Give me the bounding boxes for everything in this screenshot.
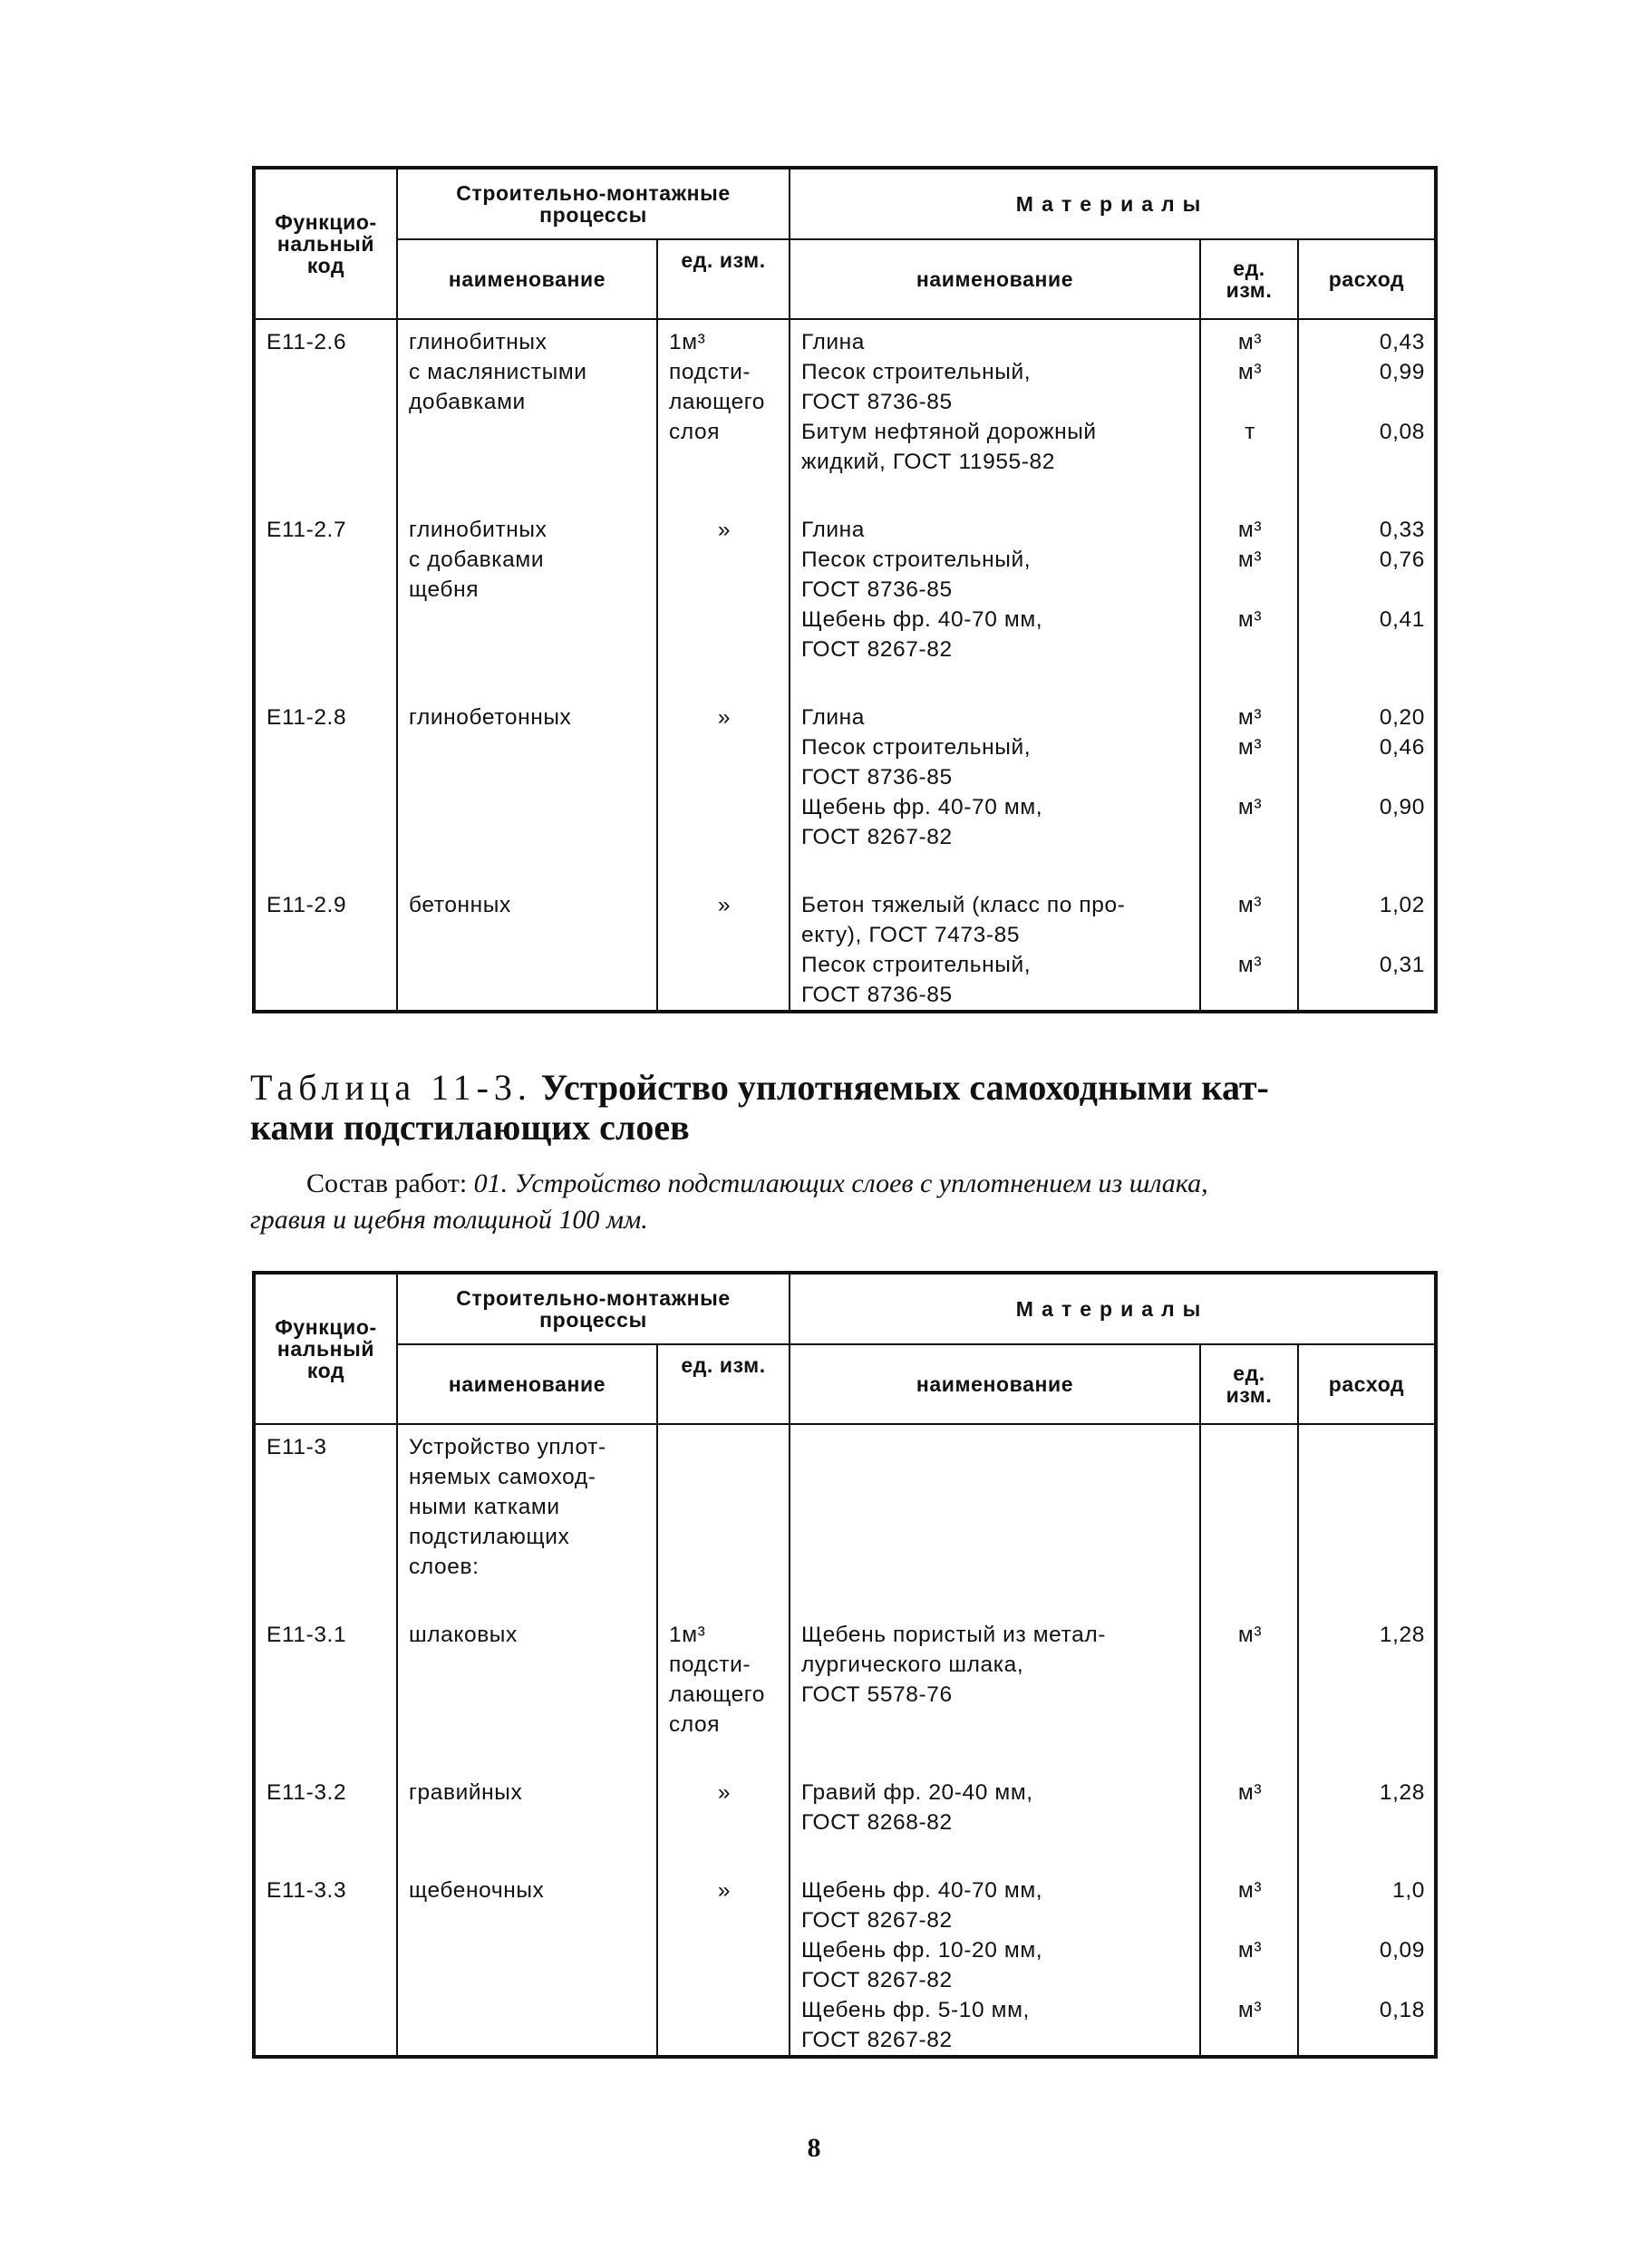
code-cell-content	[256, 1868, 396, 1905]
rate-cell-content	[1299, 320, 1434, 477]
process-name-cell-line: с добавками	[409, 548, 545, 572]
rate-cell	[1298, 319, 1436, 508]
material-unit-cell-content	[1201, 695, 1297, 852]
process-unit-cell	[657, 1770, 790, 1868]
material-unit-cell	[1200, 319, 1298, 508]
material-name-cell-line: Щебень фр. 10-20 мм,	[801, 1938, 1043, 1963]
table-title-line1: Устройство уплотняемых самоходными кат-	[540, 1067, 1269, 1108]
rate-cell-line: 0,31	[1379, 953, 1425, 977]
material-name-cell-content	[790, 508, 1199, 664]
process-unit-cell	[657, 508, 790, 695]
material-name-cell-line: ГОСТ 8736-85	[801, 390, 953, 414]
material-name-cell-line: ГОСТ 8736-85	[801, 983, 953, 1007]
material-unit-cell-content	[1201, 883, 1297, 1010]
process-unit-cell-content	[658, 320, 789, 447]
header-materials: Материалы	[790, 1273, 1436, 1344]
process-name-cell-content	[398, 1770, 656, 1808]
rate-cell	[1298, 695, 1436, 883]
process-name-cell-line: гравийных	[409, 1780, 523, 1805]
material-name-cell-line: ГОСТ 8267-82	[801, 637, 953, 662]
code-cell-content	[256, 1425, 396, 1462]
process-name-cell-line: с маслянистыми	[409, 360, 587, 384]
material-unit-cell	[1200, 508, 1298, 695]
process-unit-cell-content	[658, 883, 789, 920]
header-materials: Материалы	[790, 168, 1436, 239]
material-unit-cell	[1200, 1613, 1298, 1770]
code-cell-line: E11-2.8	[266, 705, 347, 730]
section-heading	[250, 1068, 1436, 1238]
material-name-cell-line: Щебень фр. 40-70 мм,	[801, 795, 1043, 819]
material-name-cell-line: Битум нефтяной дорожный	[801, 420, 1097, 444]
code-cell	[254, 508, 397, 695]
rate-cell-content	[1299, 508, 1434, 664]
process-unit-cell-line: лающего	[669, 390, 766, 414]
process-name-cell	[397, 695, 657, 883]
rate-cell-line: 0,99	[1379, 360, 1425, 384]
process-name-cell-line: няемых самоход-	[409, 1465, 596, 1489]
material-unit-cell-line: м³	[1237, 518, 1263, 542]
code-cell	[254, 319, 397, 508]
material-name-cell-line: Глина	[801, 518, 866, 542]
material-unit-cell-line	[1212, 1680, 1288, 1710]
code-cell	[254, 1424, 397, 1613]
material-unit-cell	[1200, 1424, 1298, 1613]
process-unit-cell-line: слоя	[669, 1712, 721, 1737]
process-unit-cell-content	[658, 508, 789, 545]
code-cell-line: E11-2.7	[266, 518, 347, 542]
process-unit-cell-content	[658, 695, 789, 732]
rate-cell-line	[1310, 822, 1425, 852]
process-name-cell-line: Устройство уплот-	[409, 1435, 606, 1459]
material-unit-cell-line: м³	[1237, 735, 1263, 760]
code-cell-content	[256, 1770, 396, 1808]
material-name-cell-content	[790, 320, 1199, 477]
code-cell-line: E11-3	[266, 1435, 327, 1459]
rate-cell	[1298, 1868, 1436, 2057]
process-unit-cell	[657, 1868, 790, 2057]
code-cell-line: E11-2.9	[266, 893, 347, 917]
process-name-cell	[397, 508, 657, 695]
table-row	[254, 319, 1436, 508]
rate-cell-content	[1299, 883, 1434, 1010]
material-unit-cell-line	[1212, 387, 1288, 417]
code-cell	[254, 1868, 397, 2057]
rate-cell-line: 1,28	[1379, 1780, 1425, 1805]
rate-cell	[1298, 1770, 1436, 1868]
material-unit-cell-line: м³	[1237, 1780, 1263, 1805]
works-lead: Состав работ:	[306, 1168, 468, 1198]
process-name-cell-line: подстилающих	[409, 1525, 570, 1549]
process-unit-cell-line: »	[717, 893, 732, 917]
materials-table-bottom	[252, 1271, 1438, 2059]
material-name-cell-line: ГОСТ 8736-85	[801, 577, 953, 602]
process-name-cell	[397, 1613, 657, 1770]
material-name-cell-line: Гравий фр. 20-40 мм,	[801, 1780, 1033, 1805]
code-cell	[254, 695, 397, 883]
material-unit-cell-line	[1212, 762, 1288, 792]
rate-cell-content	[1299, 695, 1434, 852]
process-name-cell-line: шлаковых	[409, 1623, 518, 1647]
material-unit-cell-line: м³	[1237, 1878, 1263, 1903]
process-name-cell-content	[398, 1425, 656, 1582]
process-unit-cell-content	[658, 1770, 789, 1808]
material-name-cell-line: ГОСТ 8268-82	[801, 1810, 953, 1835]
process-unit-cell-content	[658, 1613, 789, 1740]
rate-cell-line	[1310, 1905, 1425, 1935]
material-unit-cell-content	[1201, 508, 1297, 664]
material-name-cell-content	[790, 883, 1199, 1010]
material-name-cell-line: Песок строительный,	[801, 548, 1032, 572]
material-name-cell-line: Песок строительный,	[801, 953, 1032, 977]
code-cell-content	[256, 883, 396, 920]
table-row	[254, 883, 1436, 1012]
process-unit-cell-line: лающего	[669, 1682, 766, 1707]
material-unit-cell-line	[1212, 980, 1288, 1010]
code-cell-line: E11-3.2	[266, 1780, 347, 1805]
code-cell-content	[256, 695, 396, 732]
material-unit-cell-line: м³	[1237, 1623, 1263, 1647]
header-material-name: наименование	[790, 1344, 1200, 1424]
material-unit-cell-line	[1212, 575, 1288, 605]
material-unit-cell-line: м³	[1237, 1998, 1263, 2022]
process-unit-cell-line: слоя	[669, 420, 721, 444]
material-unit-cell-line	[1212, 1965, 1288, 1995]
rate-cell-line: 1,28	[1379, 1623, 1425, 1647]
code-cell	[254, 883, 397, 1012]
material-unit-cell-line: м³	[1237, 1938, 1263, 1963]
process-name-cell-content	[398, 695, 656, 732]
process-name-cell	[397, 1868, 657, 2057]
code-cell-content	[256, 320, 396, 357]
material-unit-cell-line: м³	[1237, 893, 1263, 917]
header-code: Функцио- нальный код	[254, 168, 397, 319]
process-unit-cell-line: »	[717, 705, 732, 730]
header-process-name: наименование	[397, 1344, 657, 1424]
rate-cell-content	[1299, 1425, 1434, 1432]
rate-cell-line	[1310, 575, 1425, 605]
process-name-cell	[397, 1424, 657, 1613]
rate-cell	[1298, 508, 1436, 695]
material-name-cell-line: ГОСТ 5578-76	[801, 1682, 953, 1707]
table-title	[250, 1068, 1436, 1148]
process-unit-cell-line: 1м³	[669, 1623, 706, 1647]
material-unit-cell-line: т	[1245, 420, 1255, 444]
rate-cell-content	[1299, 1613, 1434, 1710]
material-name-cell-content	[790, 1425, 1199, 1432]
rate-cell-line	[1310, 1680, 1425, 1710]
material-unit-cell-line: м³	[1237, 705, 1263, 730]
process-name-cell-content	[398, 320, 656, 417]
material-unit-cell	[1200, 695, 1298, 883]
material-name-cell-line: Щебень фр. 5-10 мм,	[801, 1998, 1030, 2022]
rate-cell-line: 0,09	[1379, 1938, 1425, 1963]
material-unit-cell-line	[1212, 1650, 1288, 1680]
material-unit-cell-content	[1201, 1770, 1297, 1837]
material-name-cell-line: Щебень пористый из метал-	[801, 1623, 1106, 1647]
header-processes: Строительно-монтажные процессы	[397, 1273, 790, 1344]
material-unit-cell-line: м³	[1237, 795, 1263, 819]
table-label: Таблица 11-3.	[250, 1067, 532, 1108]
material-name-cell-line: ГОСТ 8267-82	[801, 2028, 953, 2052]
table-row	[254, 1868, 1436, 2057]
header-material-unit: ед. изм.	[1200, 239, 1298, 319]
material-name-cell	[790, 319, 1200, 508]
header-material-name: наименование	[790, 239, 1200, 319]
rate-cell-line	[1310, 920, 1425, 950]
process-name-cell-line: ными катками	[409, 1495, 560, 1519]
process-unit-cell-line: 1м³	[669, 330, 706, 354]
material-name-cell-line: Бетон тяжелый (класс по про-	[801, 893, 1126, 917]
process-name-cell-content	[398, 1613, 656, 1650]
process-unit-cell-line: »	[717, 1878, 732, 1903]
material-name-cell-line: Глина	[801, 705, 866, 730]
header-processes: Строительно-монтажные процессы	[397, 168, 790, 239]
rate-cell	[1298, 1613, 1436, 1770]
process-unit-cell	[657, 1613, 790, 1770]
process-name-cell-line: глинобитных	[409, 518, 548, 542]
material-name-cell	[790, 1868, 1200, 2057]
process-unit-cell	[657, 1424, 790, 1613]
material-unit-cell-line: м³	[1237, 548, 1263, 572]
material-name-cell	[790, 508, 1200, 695]
code-cell-line: E11-2.6	[266, 330, 347, 354]
process-name-cell-line: глинобитных	[409, 330, 548, 354]
rate-cell-line: 1,02	[1379, 893, 1425, 917]
material-name-cell-line: екту), ГОСТ 7473-85	[801, 923, 1021, 947]
rate-cell-line: 0,33	[1379, 518, 1425, 542]
process-unit-cell-content	[658, 1868, 789, 1905]
process-unit-cell	[657, 883, 790, 1012]
rate-cell-line	[1310, 635, 1425, 664]
material-unit-cell	[1200, 1770, 1298, 1868]
material-unit-cell-content	[1201, 1425, 1297, 1432]
material-unit-cell-line: м³	[1237, 607, 1263, 632]
works-line1: 01. Устройство подстилающих слоев с уплотнением из шлака,	[473, 1168, 1208, 1198]
material-unit-cell-line: м³	[1237, 360, 1263, 384]
material-name-cell	[790, 883, 1200, 1012]
process-unit-cell-content	[658, 1425, 789, 1432]
rate-cell-line	[1310, 1650, 1425, 1680]
header-material-unit: ед. изм.	[1200, 1344, 1298, 1424]
process-unit-cell-line: подсти-	[669, 360, 751, 384]
page-number: 8	[807, 2133, 821, 2163]
works-composition	[250, 1166, 1436, 1238]
process-unit-cell	[657, 319, 790, 508]
rate-cell-line	[1310, 762, 1425, 792]
rate-cell-line: 0,90	[1379, 795, 1425, 819]
material-unit-cell-line	[1212, 920, 1288, 950]
material-name-cell-content	[790, 1613, 1199, 1710]
material-name-cell-content	[790, 1868, 1199, 2055]
rate-cell	[1298, 1424, 1436, 1613]
process-name-cell	[397, 1770, 657, 1868]
rate-cell-line: 0,76	[1379, 548, 1425, 572]
material-name-cell	[790, 695, 1200, 883]
rate-cell-line: 0,46	[1379, 735, 1425, 760]
rate-cell-line: 0,20	[1379, 705, 1425, 730]
material-name-cell-line: ГОСТ 8267-82	[801, 825, 953, 849]
material-unit-cell	[1200, 883, 1298, 1012]
header-process-unit: ед. изм.	[657, 1344, 790, 1424]
process-name-cell-line: глинобетонных	[409, 705, 572, 730]
code-cell	[254, 1613, 397, 1770]
code-cell-content	[256, 1613, 396, 1650]
rate-cell-content	[1299, 1770, 1434, 1837]
header-code: Функцио- нальный код	[254, 1273, 397, 1424]
code-cell-line: E11-3.1	[266, 1623, 347, 1647]
rate-cell-line	[1310, 447, 1425, 477]
process-name-cell	[397, 883, 657, 1012]
process-unit-cell-line: »	[717, 518, 732, 542]
rate-cell-line: 0,43	[1379, 330, 1425, 354]
process-name-cell-content	[398, 1868, 656, 1905]
rate-cell-line	[1310, 2025, 1425, 2055]
material-name-cell-line: Глина	[801, 330, 866, 354]
rate-cell-line: 0,08	[1379, 420, 1425, 444]
table-row	[254, 1424, 1436, 1613]
material-unit-cell-line: м³	[1237, 330, 1263, 354]
process-name-cell-content	[398, 883, 656, 920]
process-unit-cell-line: »	[717, 1780, 732, 1805]
table-title-line2: ками подстилающих слоев	[250, 1107, 690, 1148]
process-name-cell-content	[398, 508, 656, 605]
material-name-cell-line: ГОСТ 8267-82	[801, 1968, 953, 1992]
code-cell	[254, 1770, 397, 1868]
material-unit-cell	[1200, 1868, 1298, 2057]
rate-cell-line	[1310, 1808, 1425, 1837]
material-unit-cell-content	[1201, 320, 1297, 477]
process-name-cell-line: бетонных	[409, 893, 511, 917]
material-name-cell-line: жидкий, ГОСТ 11955-82	[801, 450, 1055, 474]
header-rate: расход	[1298, 1344, 1436, 1424]
material-unit-cell-line	[1212, 1808, 1288, 1837]
header-process-unit: ед. изм.	[657, 239, 790, 319]
rate-cell-line: 0,18	[1379, 1998, 1425, 2022]
rate-cell-line: 1,0	[1392, 1878, 1425, 1903]
table-row	[254, 508, 1436, 695]
material-name-cell-line: Песок строительный,	[801, 735, 1032, 760]
material-unit-cell-line	[1212, 635, 1288, 664]
material-name-cell-line: Щебень фр. 40-70 мм,	[801, 1878, 1043, 1903]
material-unit-cell-content	[1201, 1613, 1297, 1710]
process-unit-cell	[657, 695, 790, 883]
works-line2: гравия и щебня толщиной 100 мм.	[250, 1205, 648, 1235]
material-name-cell-line: Песок строительный,	[801, 360, 1032, 384]
material-name-cell	[790, 1770, 1200, 1868]
table-row	[254, 695, 1436, 883]
code-cell-line: E11-3.3	[266, 1878, 347, 1903]
process-name-cell-line: щебеночных	[409, 1878, 545, 1903]
material-unit-cell-line	[1212, 2025, 1288, 2055]
process-name-cell-line: добавками	[409, 390, 526, 414]
material-name-cell-content	[790, 1770, 1199, 1837]
material-unit-cell-line	[1212, 822, 1288, 852]
header-rate: расход	[1298, 239, 1436, 319]
code-cell-content	[256, 508, 396, 545]
process-name-cell	[397, 319, 657, 508]
rate-cell-content	[1299, 1868, 1434, 2055]
rate-cell	[1298, 883, 1436, 1012]
rate-cell-line	[1310, 1965, 1425, 1995]
material-name-cell-line: Щебень фр. 40-70 мм,	[801, 607, 1043, 632]
material-unit-cell-content	[1201, 1868, 1297, 2055]
materials-table-top	[252, 166, 1438, 1013]
material-name-cell	[790, 1613, 1200, 1770]
material-name-cell-line: лургического шлака,	[801, 1653, 1024, 1677]
material-unit-cell-line: м³	[1237, 953, 1263, 977]
material-name-cell-line: ГОСТ 8267-82	[801, 1908, 953, 1933]
header-process-name: наименование	[397, 239, 657, 319]
material-name-cell-content	[790, 695, 1199, 852]
rate-cell-line	[1310, 980, 1425, 1010]
table-row	[254, 1770, 1436, 1868]
material-name-cell	[790, 1424, 1200, 1613]
rate-cell-line: 0,41	[1379, 607, 1425, 632]
process-name-cell-line: щебня	[409, 577, 480, 602]
process-unit-cell-line: подсти-	[669, 1653, 751, 1677]
material-name-cell-line: ГОСТ 8736-85	[801, 765, 953, 790]
material-unit-cell-line	[1212, 1905, 1288, 1935]
rate-cell-line	[1310, 387, 1425, 417]
material-unit-cell-line	[1212, 447, 1288, 477]
table-row	[254, 1613, 1436, 1770]
process-name-cell-line: слоев:	[409, 1555, 480, 1579]
